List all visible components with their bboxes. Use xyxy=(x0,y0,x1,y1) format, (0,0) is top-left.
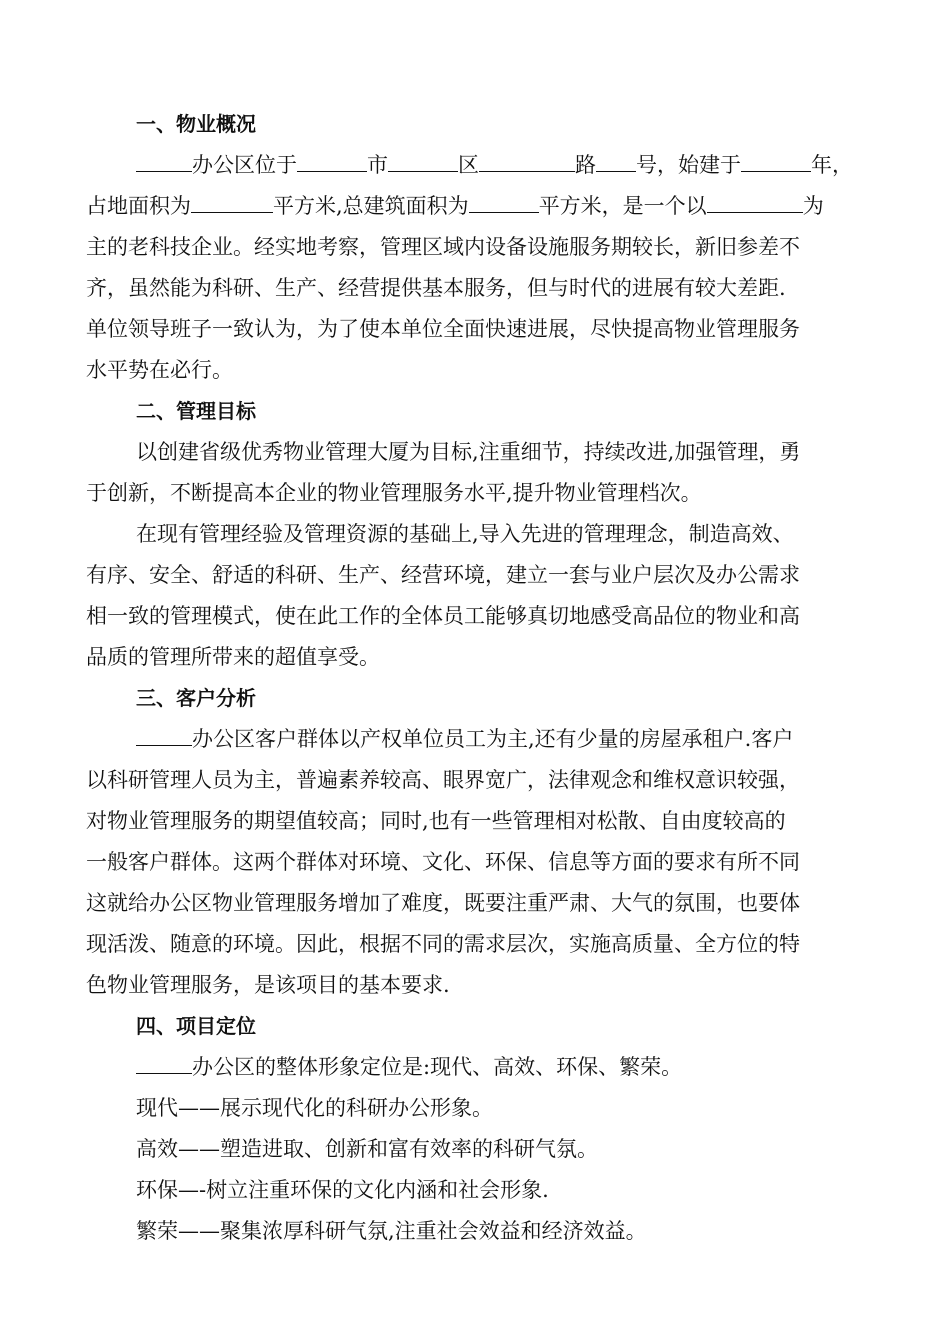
paragraph-line: 这就给办公区物业管理服务增加了难度，既要注重严肃、大气的氛围，也要体 xyxy=(86,891,800,915)
fill-blank[interactable] xyxy=(136,723,192,746)
fill-blank[interactable] xyxy=(136,149,192,172)
section-heading-customers: 三、客户分析 xyxy=(136,686,256,710)
paragraph-line: 对物业管理服务的期望值较高；同时,也有一些管理相对松散、自由度较高的 xyxy=(86,809,786,833)
paragraph-line: 于创新，不断提高本企业的物业管理服务水平,提升物业管理档次。 xyxy=(86,481,702,505)
paragraph-line: 单位领导班子一致认为，为了使本单位全面快速进展，尽快提高物业管理服务 xyxy=(86,317,800,341)
paragraph-line: 齐，虽然能为科研、生产、经营提供基本服务，但与时代的进展有较大差距. xyxy=(86,276,786,300)
paragraph-line: 有序、安全、舒适的科研、生产、经营环境，建立一套与业户层次及办公需求 xyxy=(86,563,800,587)
fill-blank[interactable] xyxy=(479,149,575,172)
paragraph-line: 品质的管理所带来的超值享受。 xyxy=(86,645,380,669)
paragraph-line: 以科研管理人员为主，普遍素养较高、眼界宽广，法律观念和维权意识较强， xyxy=(86,768,800,792)
paragraph-line: 办公区的整体形象定位是:现代、高效、环保、繁荣。 xyxy=(86,1047,866,1088)
list-item: 环保—-树立注重环保的文化内涵和社会形象. xyxy=(136,1178,549,1202)
list-item: 现代——展示现代化的科研办公形象。 xyxy=(136,1096,493,1120)
fill-blank[interactable] xyxy=(136,1051,192,1074)
paragraph-line: 以创建省级优秀物业管理大厦为目标,注重细节，持续改进,加强管理，勇 xyxy=(136,440,801,464)
document-page xyxy=(86,104,866,1252)
list-item: 高效——塑造进取、创新和富有效率的科研气氛。 xyxy=(136,1137,598,1161)
fill-blank[interactable] xyxy=(707,190,803,213)
list-item: 繁荣——聚集浓厚科研气氛,注重社会效益和经济效益。 xyxy=(136,1219,647,1243)
paragraph-line: 办公区客户群体以产权单位员工为主,还有少量的房屋承租户.客户 xyxy=(86,719,866,760)
paragraph-line: 水平势在必行。 xyxy=(86,358,233,382)
section-heading-positioning: 四、项目定位 xyxy=(136,1014,256,1038)
fill-blank[interactable] xyxy=(469,190,539,213)
paragraph-line: 在现有管理经验及管理资源的基础上,导入先进的管理理念，制造高效、 xyxy=(136,522,794,546)
fill-blank[interactable] xyxy=(388,149,458,172)
paragraph-line: 办公区位于 市 区 路 号，始建于 年， xyxy=(86,145,866,186)
fill-blank[interactable] xyxy=(741,149,811,172)
fill-blank[interactable] xyxy=(297,149,367,172)
paragraph-line: 相一致的管理模式，使在此工作的全体员工能够真切地感受高品位的物业和高 xyxy=(86,604,800,628)
paragraph-line: 现活泼、随意的环境。因此，根据不同的需求层次，实施高质量、全方位的特 xyxy=(86,932,800,956)
fill-blank[interactable] xyxy=(596,149,636,172)
section-heading-goals: 二、管理目标 xyxy=(136,399,256,423)
paragraph-line: 色物业管理服务，是该项目的基本要求. xyxy=(86,973,450,997)
paragraph-line: 主的老科技企业。经实地考察，管理区域内设备设施服务期较长，新旧参差不 xyxy=(86,235,800,259)
paragraph-line: 一般客户群体。这两个群体对环境、文化、环保、信息等方面的要求有所不同 xyxy=(86,850,800,874)
fill-blank[interactable] xyxy=(191,190,273,213)
section-heading-overview: 一、物业概况 xyxy=(136,112,256,136)
paragraph-line: 占地面积为 平方米,总建筑面积为 平方米，是一个以 为 xyxy=(86,186,866,227)
